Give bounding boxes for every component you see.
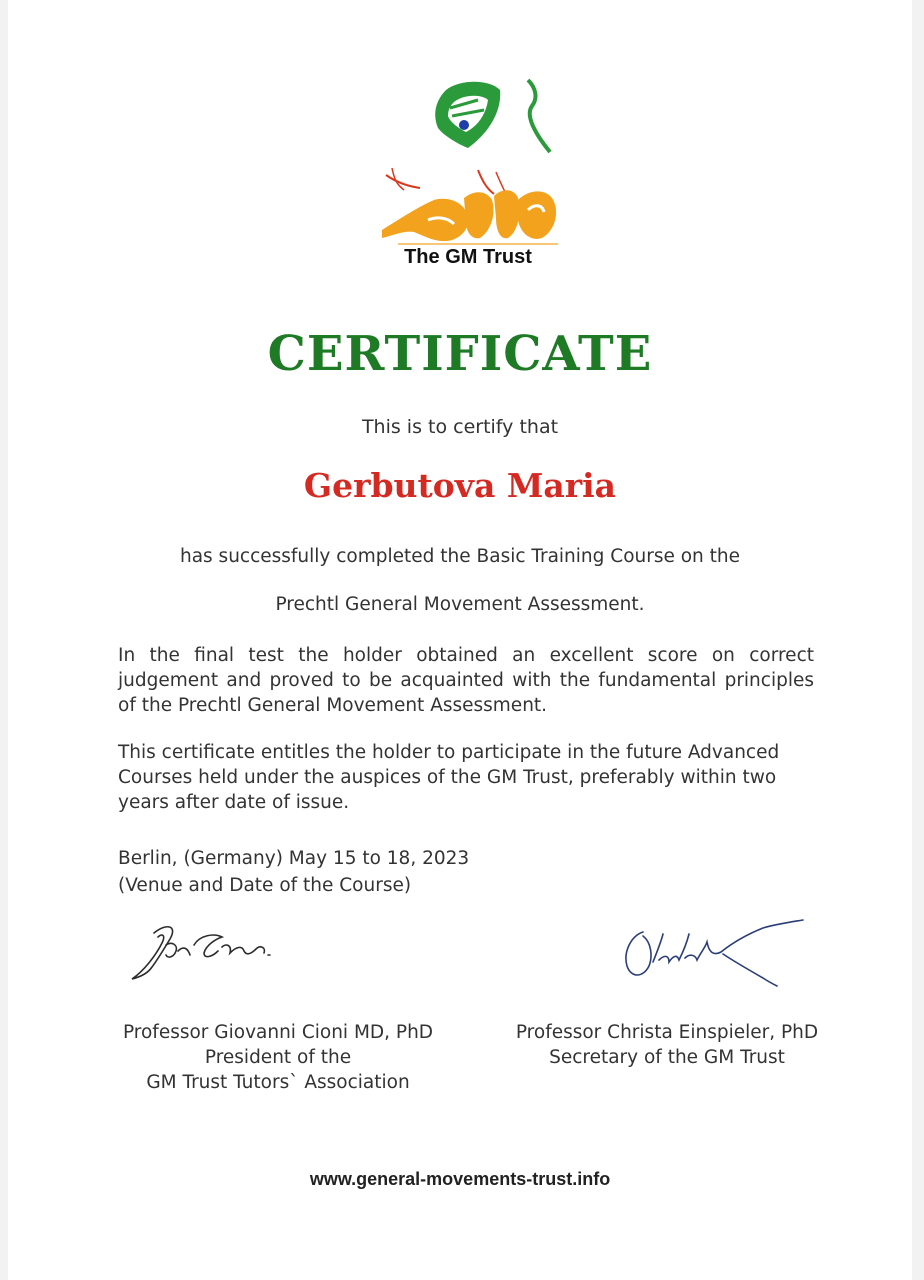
signatory-einspieler (502, 1020, 832, 1070)
signatory-role: Secretary of the GM Trust (549, 1047, 785, 1068)
signatory-role: President of the (204, 1047, 352, 1068)
paragraph-entitlement: This certificate entitles the holder to participate in the future Advanced Courses held under the auspices of the GM Trust, preferably within two years after date of issue. (118, 742, 780, 813)
gm-trust-logo (368, 70, 568, 245)
signatory-role: GM Trust Tutors` Association (146, 1072, 410, 1093)
venue-place-date: Berlin, (Germany) May 15 to 18, 2023 (118, 848, 470, 869)
signatory-name: Professor Giovanni Cioni MD, PhD (122, 1022, 434, 1043)
certificate-page (8, 0, 912, 1280)
website-url: www.general-movements-trust.info (309, 1169, 611, 1189)
signature-einspieler (613, 912, 813, 992)
venue-note: (Venue and Date of the Course) (118, 875, 412, 896)
venue-block (118, 845, 618, 899)
signature-cioni (118, 915, 318, 985)
certify-text: This is to certify that (361, 416, 559, 438)
signatory-name: Professor Christa Einspieler, PhD (515, 1022, 819, 1043)
paragraph-score: In the final test the holder obtained an excellent score on correct judgement and proved to be acquainted with the fundamental principles of the Prechtl General Movement Assessment. (118, 645, 814, 716)
certificate-title: CERTIFICATE (267, 326, 653, 382)
course-line-1: has successfully completed the Basic Training Course on the (179, 546, 741, 567)
signatory-cioni (108, 1020, 448, 1095)
course-line-2: Prechtl General Movement Assessment. (275, 594, 645, 615)
logo-caption: The GM Trust (404, 246, 532, 268)
holder-name: Gerbutova Maria (303, 466, 617, 505)
